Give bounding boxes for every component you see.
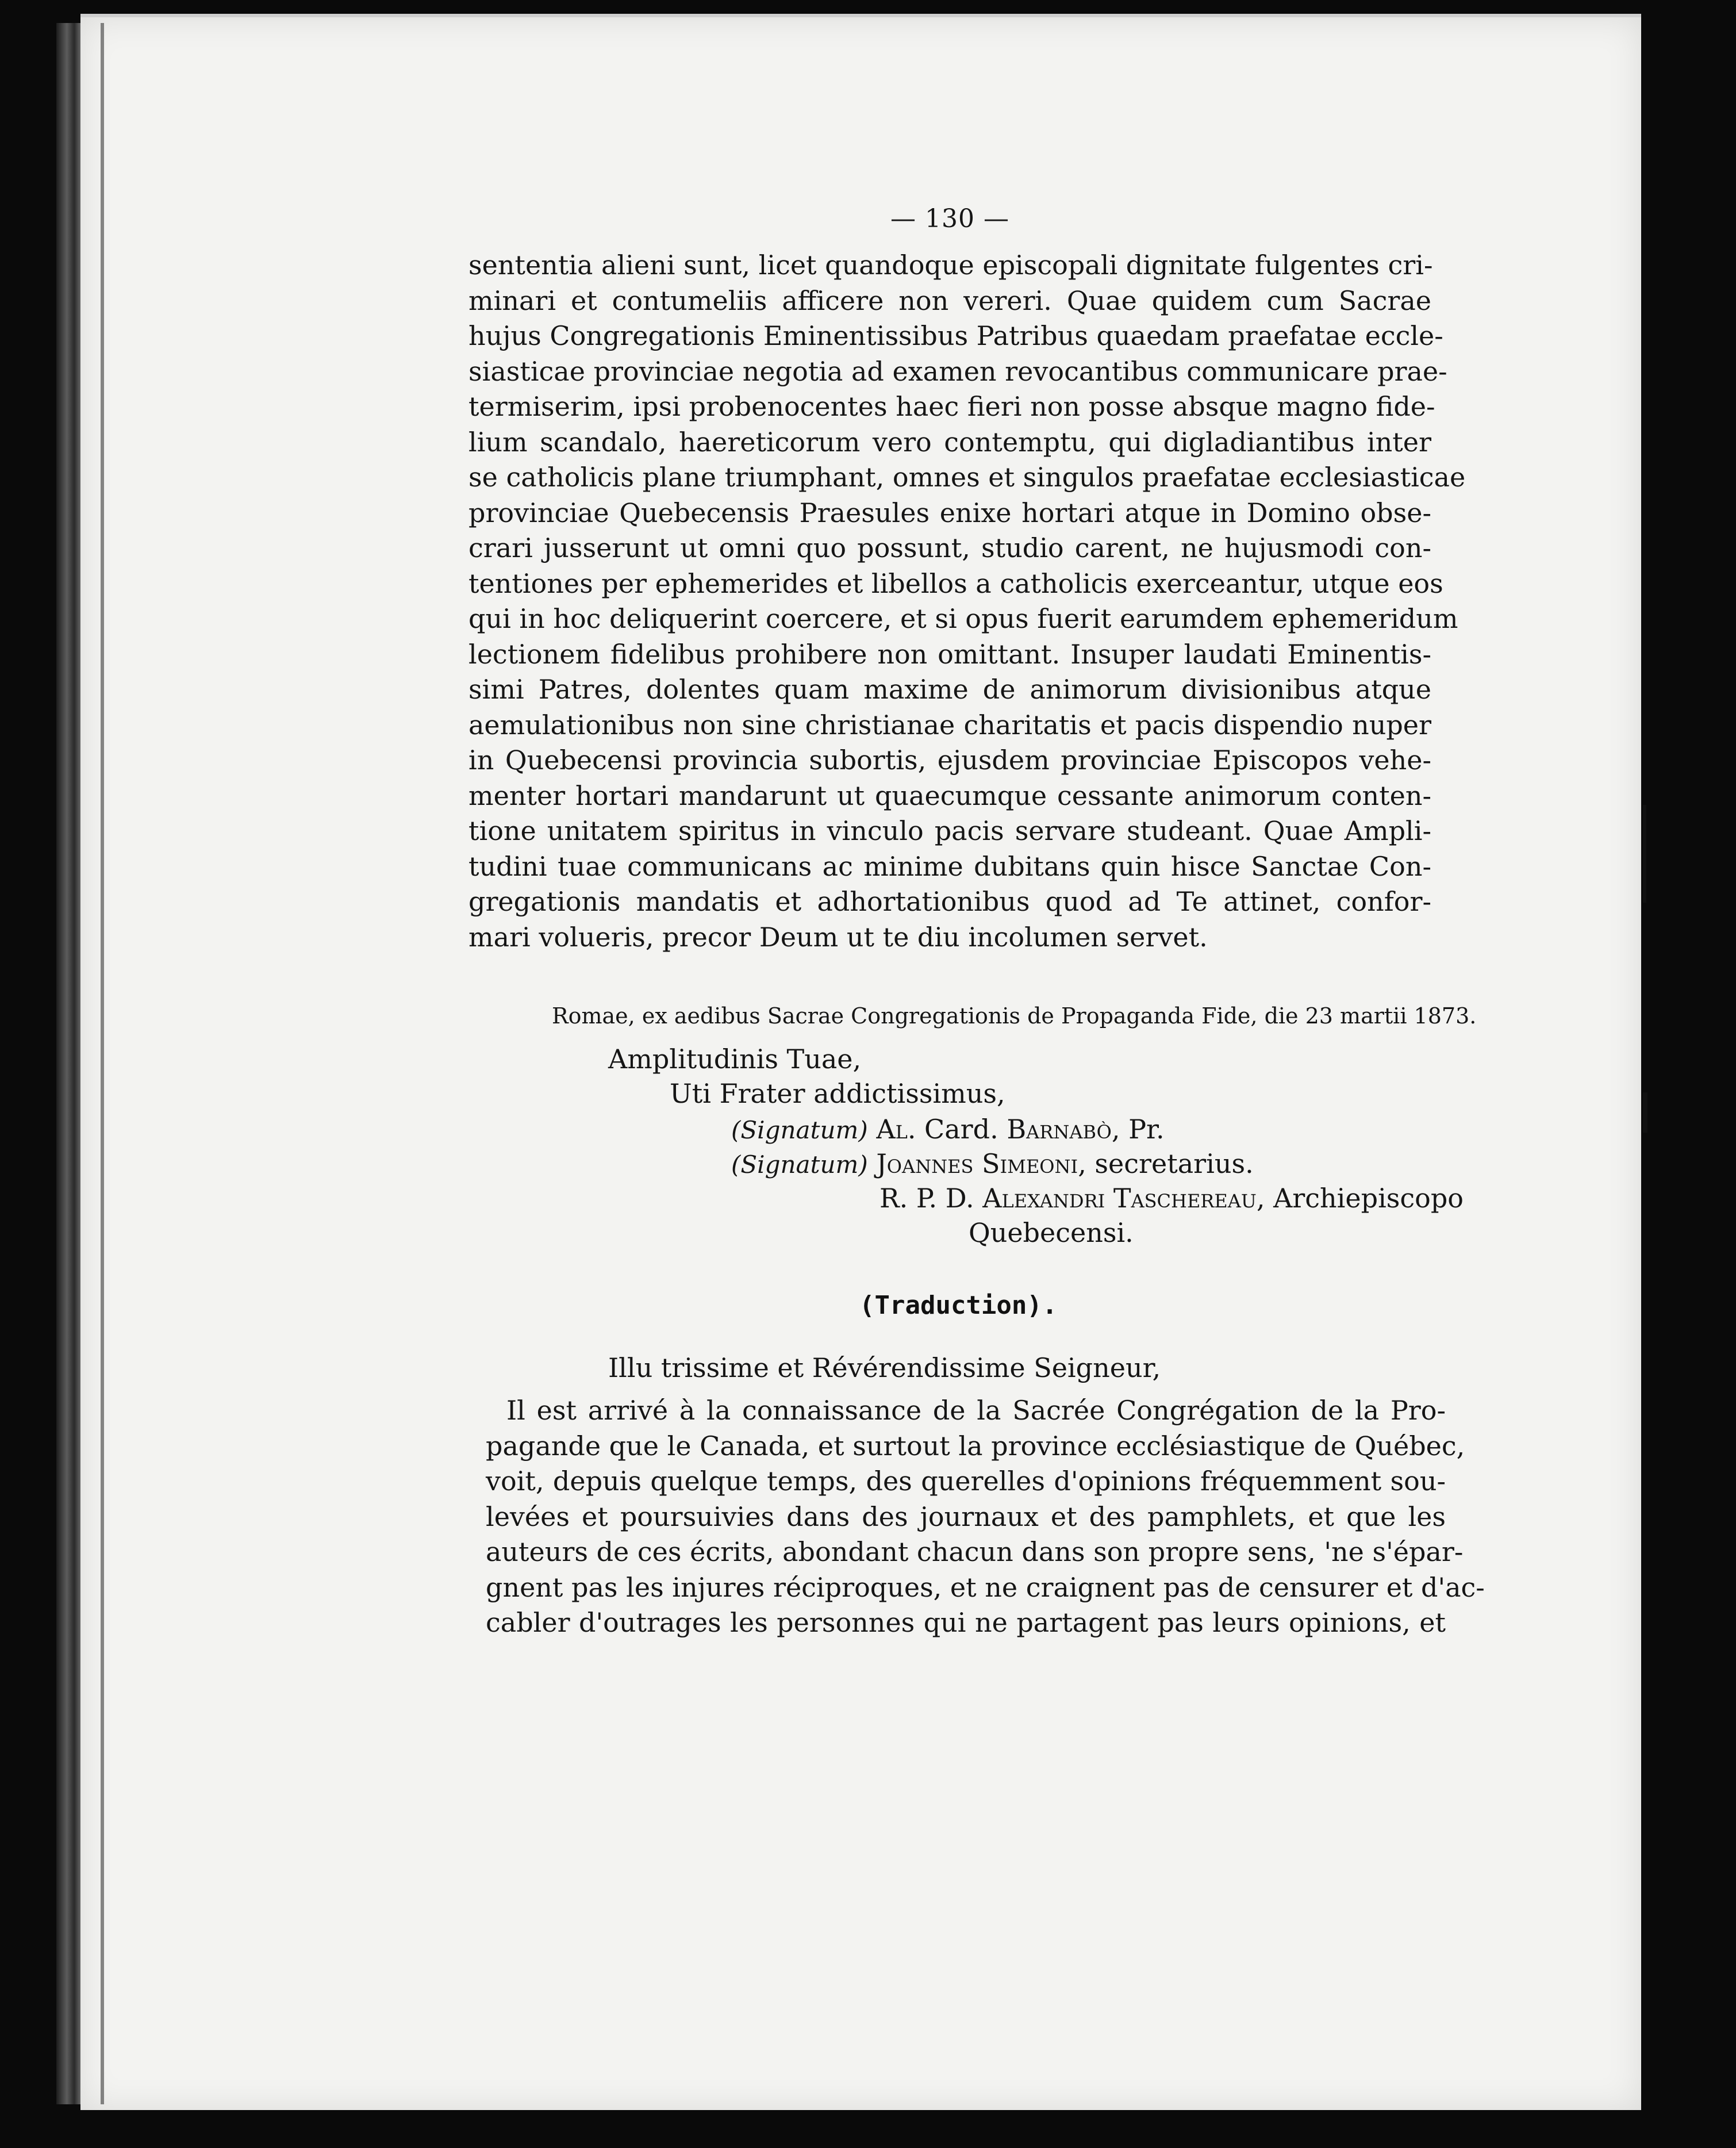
addressee-line-1 <box>879 1183 1464 1214</box>
text-line: qui in hoc deliquerint coercere, et si opus fuerit earumdem ephemeridum <box>468 603 1458 634</box>
signature-simeoni <box>731 1148 1254 1179</box>
scan-edge-mark <box>1643 805 1646 903</box>
addressee-name: Alexandri Taschereau <box>982 1183 1257 1214</box>
salutation: Illu trissime et Révérendissime Seigneur, <box>608 1352 1161 1383</box>
text-line: cabler d'outrages les personnes qui ne partagent pas leurs opinions, et <box>486 1607 1446 1638</box>
page-number: — 130 — <box>890 204 1009 233</box>
text-line: pagande que le Canada, et surtout la province ecclésiastique de Québec, <box>486 1430 1465 1462</box>
text-line: voit, depuis quelque temps, des querelles d'opinions fréquemment sou- <box>486 1466 1446 1497</box>
signature-barnabo <box>731 1114 1165 1145</box>
text-line: lium scandalo, haereticorum vero contemptu, qui digladiantibus inter <box>468 426 1431 458</box>
text-line: siasticae provinciae negotia ad examen revocantibus communicare prae- <box>468 355 1447 387</box>
french-letter-body <box>486 1393 1485 1641</box>
signatum-label: (Signatum) <box>731 1150 868 1179</box>
addressee-line-2: Quebecensi. <box>969 1217 1134 1248</box>
gutter-line <box>101 23 104 2104</box>
signer-role: , secretarius. <box>1078 1148 1254 1179</box>
text-line: sententia alieni sunt, licet quandoque episcopali dignitate fulgentes cri- <box>468 250 1433 281</box>
closing-line-2: Uti Frater addictissimus, <box>670 1078 1005 1109</box>
text-line: mari volueris, precor Deum ut te diu incolumen servet. <box>468 921 1208 953</box>
text-line: tudini tuae communicans ac minime dubitans quin hisce Sanctae Con- <box>468 850 1431 882</box>
text-line: gnent pas les injures réciproques, et ne craignent pas de censurer et d'ac- <box>486 1571 1485 1603</box>
signer-suffix: , Pr. <box>1111 1114 1165 1145</box>
scan-right-margin <box>1641 11 1736 2148</box>
dateline: Romae, ex aedibus Sacrae Congregationis de Propaganda Fide, die 23 martii 1873. <box>552 1003 1477 1029</box>
signer-name: Joannes Simeoni <box>876 1148 1078 1179</box>
signer-title: Card. <box>916 1114 1007 1145</box>
text-line: tione unitatem spiritus in vinculo pacis servare studeant. Quae Ampli- <box>468 815 1431 846</box>
text-line: menter hortari mandarunt ut quaecumque cessante animorum conten- <box>468 780 1431 811</box>
signer-prefix: Al. <box>876 1114 916 1145</box>
text-line: Il est arrivé à la connaissance de la Sacrée Congrégation de la Pro- <box>506 1395 1446 1426</box>
scan-edge-mark <box>1643 1092 1647 1133</box>
text-line: hujus Congregationis Eminentissibus Patribus quaedam praefatae eccle- <box>468 320 1443 351</box>
addressee-role: , Archiepiscopo <box>1256 1183 1464 1214</box>
addressee-prefix: R. P. D. <box>879 1183 983 1214</box>
text-line: lectionem fidelibus prohibere non omittant. Insuper laudati Eminentis- <box>468 638 1431 670</box>
text-line: aemulationibus non sine christianae charitatis et pacis dispendio nuper <box>468 709 1431 741</box>
text-line: gregationis mandatis et adhortationibus quod ad Te attinet, confor- <box>468 886 1431 917</box>
text-line: crari jusserunt ut omni quo possunt, studio carent, ne hujusmodi con- <box>468 532 1431 563</box>
text-line: minari et contumeliis afficere non vereri. Quae quidem cum Sacrae <box>468 285 1431 316</box>
text-line: se catholicis plane triumphant, omnes et singulos praefatae ecclesiasticae <box>468 462 1466 493</box>
latin-letter-body <box>468 248 1466 955</box>
signer-name: Barnabò <box>1007 1114 1112 1145</box>
text-line: auteurs de ces écrits, abondant chacun dans son propre sens, 'ne s'épar- <box>486 1536 1464 1567</box>
closing-line-1: Amplitudinis Tuae, <box>608 1044 862 1075</box>
text-line: levées et poursuivies dans des journaux et des pamphlets, et que les <box>486 1501 1446 1532</box>
text-line: termiserim, ipsi probenocentes haec fieri non posse absque magno fide- <box>468 391 1435 422</box>
text-line: in Quebecensi provincia subortis, ejusdem provinciae Episcopos vehe- <box>468 745 1431 776</box>
text-line: tentiones per ephemerides et libellos a catholicis exerceantur, utque eos <box>468 567 1443 599</box>
signatum-label: (Signatum) <box>731 1116 868 1144</box>
translation-heading: (Traduction). <box>859 1291 1058 1320</box>
text-line: simi Patres, dolentes quam maxime de animorum divisionibus atque <box>468 674 1431 705</box>
text-line: provinciae Quebecensis Praesules enixe hortari atque in Domino obse- <box>468 497 1431 528</box>
